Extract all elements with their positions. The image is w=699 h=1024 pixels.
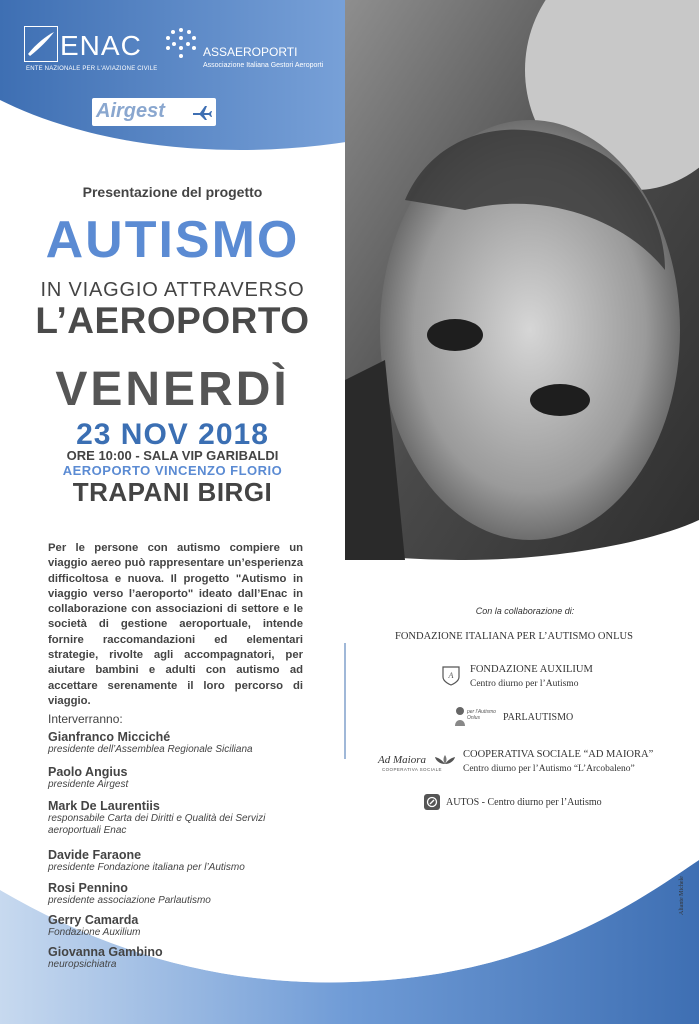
enac-logo-text: ENAC xyxy=(60,30,142,61)
speaker-item xyxy=(48,913,308,939)
lotus-icon xyxy=(434,755,456,765)
speaker-item xyxy=(48,848,308,874)
autos-logo-icon xyxy=(424,794,440,810)
admaiora-logo xyxy=(378,754,458,774)
speaker-role: presidente Fondazione italiana per l’Autismo xyxy=(48,862,245,873)
speaker-name: Davide Faraone xyxy=(48,848,142,862)
photo-credit-text: Aliante Michele xyxy=(679,876,685,915)
enac-logo-mark xyxy=(24,26,58,62)
airgest-logo xyxy=(92,98,216,126)
intro-heading: Presentazione del progetto xyxy=(82,184,263,200)
speaker-name: Paolo Angius xyxy=(48,765,128,779)
speaker-name: Gerry Camarda xyxy=(48,913,139,927)
project-title: AUTISMO xyxy=(45,211,300,269)
speaker-item xyxy=(48,730,308,756)
assaeroporti-logo-subtitle: Associazione Italiana Gestori Aeroporti xyxy=(203,62,324,69)
speaker-role: Fondazione Auxilium xyxy=(48,927,141,938)
speaker-item xyxy=(48,765,308,791)
description: Per le persone con autismo compiere un viaggio aereo può rappresentare un’esperienza difficoltosa e nuova. Il progetto "Autismo in viaggio verso l’aeroporto" ideato dall’Enac in collaborazione con associazioni di settore e le società di gestione aeroportuale, intende fornire raccomandazioni ed elementari strategie, rivolte agli accompagnatori, per aiutare bambini e adulti con autismo ad accettare serenamente il loro percorso di viaggio. xyxy=(48,542,303,707)
child-photo xyxy=(345,0,699,560)
auxilium-logo-icon xyxy=(442,664,460,686)
speaker-name: Mark De Laurentiis xyxy=(48,799,160,813)
parlautismo-logo-text: per l’Autismo Onlus xyxy=(467,709,496,721)
speaker-role: neuropsichiatra xyxy=(48,959,117,970)
project-subtitle: IN VIAGGIO ATTRAVERSO xyxy=(40,279,305,301)
speakers-label: Interverranno: xyxy=(48,712,123,726)
speaker-name: Rosi Pennino xyxy=(48,881,128,895)
airplane-icon xyxy=(192,104,212,120)
photo-credit xyxy=(670,856,692,920)
event-airport: AEROPORTO VINCENZO FLORIO xyxy=(62,463,283,478)
speaker-role: presidente dell’Assemblea Regionale Siciliana xyxy=(48,744,253,755)
admaiora-name: COOPERATIVA SOCIALE “AD MAIORA” xyxy=(463,749,654,760)
parlautismo-name: PARLAUTISMO xyxy=(503,712,574,723)
svg-text:A: A xyxy=(448,671,454,680)
parlautismo-logo xyxy=(454,706,498,728)
event-date: 23 NOV 2018 xyxy=(76,418,269,451)
autos-name: AUTOS - Centro diurno per l’Autismo xyxy=(446,797,602,808)
event-day: VENERDÌ xyxy=(55,363,290,416)
event-city: TRAPANI BIRGI xyxy=(72,477,273,507)
divider-line xyxy=(344,643,346,759)
speaker-name: Giovanna Gambino xyxy=(48,945,163,959)
airgest-logo-text: Airgest xyxy=(96,100,165,122)
speaker-role: responsabile Carta dei Diritti e Qualità dei Servizi aeroportuali Enac xyxy=(48,813,266,836)
auxilium-subtitle: Centro diurno per l’Autismo xyxy=(470,679,579,689)
admaiora-logo-text: Ad Maiora xyxy=(378,754,426,766)
collaboration-label: Con la collaborazione di: xyxy=(475,606,575,616)
enac-logo-subtitle: ENTE NAZIONALE PER L'AVIAZIONE CIVILE xyxy=(26,66,158,72)
parlautismo-figure-icon xyxy=(454,706,466,726)
assaeroporti-logo-text: ASSAEROPORTI xyxy=(203,45,298,59)
event-time: ORE 10:00 - SALA VIP GARIBALDI xyxy=(66,448,279,463)
speaker-name: Gianfranco Micciché xyxy=(48,730,171,744)
speaker-item xyxy=(48,799,308,837)
speaker-role: presidente Airgest xyxy=(48,779,129,790)
assaeroporti-logo-mark xyxy=(163,24,199,66)
auxilium-name: FONDAZIONE AUXILIUM xyxy=(470,664,593,675)
admaiora-logo-subtitle: COOPERATIVA SOCIALE xyxy=(382,767,442,772)
admaiora-subtitle: Centro diurno per l’Autismo “L’Arcobaleno” xyxy=(463,764,635,774)
speaker-item xyxy=(48,945,308,971)
speaker-role: presidente associazione Parlautismo xyxy=(48,895,211,906)
fondazione-autismo: FONDAZIONE ITALIANA PER L’AUTISMO ONLUS xyxy=(395,631,633,642)
speaker-item xyxy=(48,881,308,907)
project-title-2: L’AEROPORTO xyxy=(35,300,310,341)
